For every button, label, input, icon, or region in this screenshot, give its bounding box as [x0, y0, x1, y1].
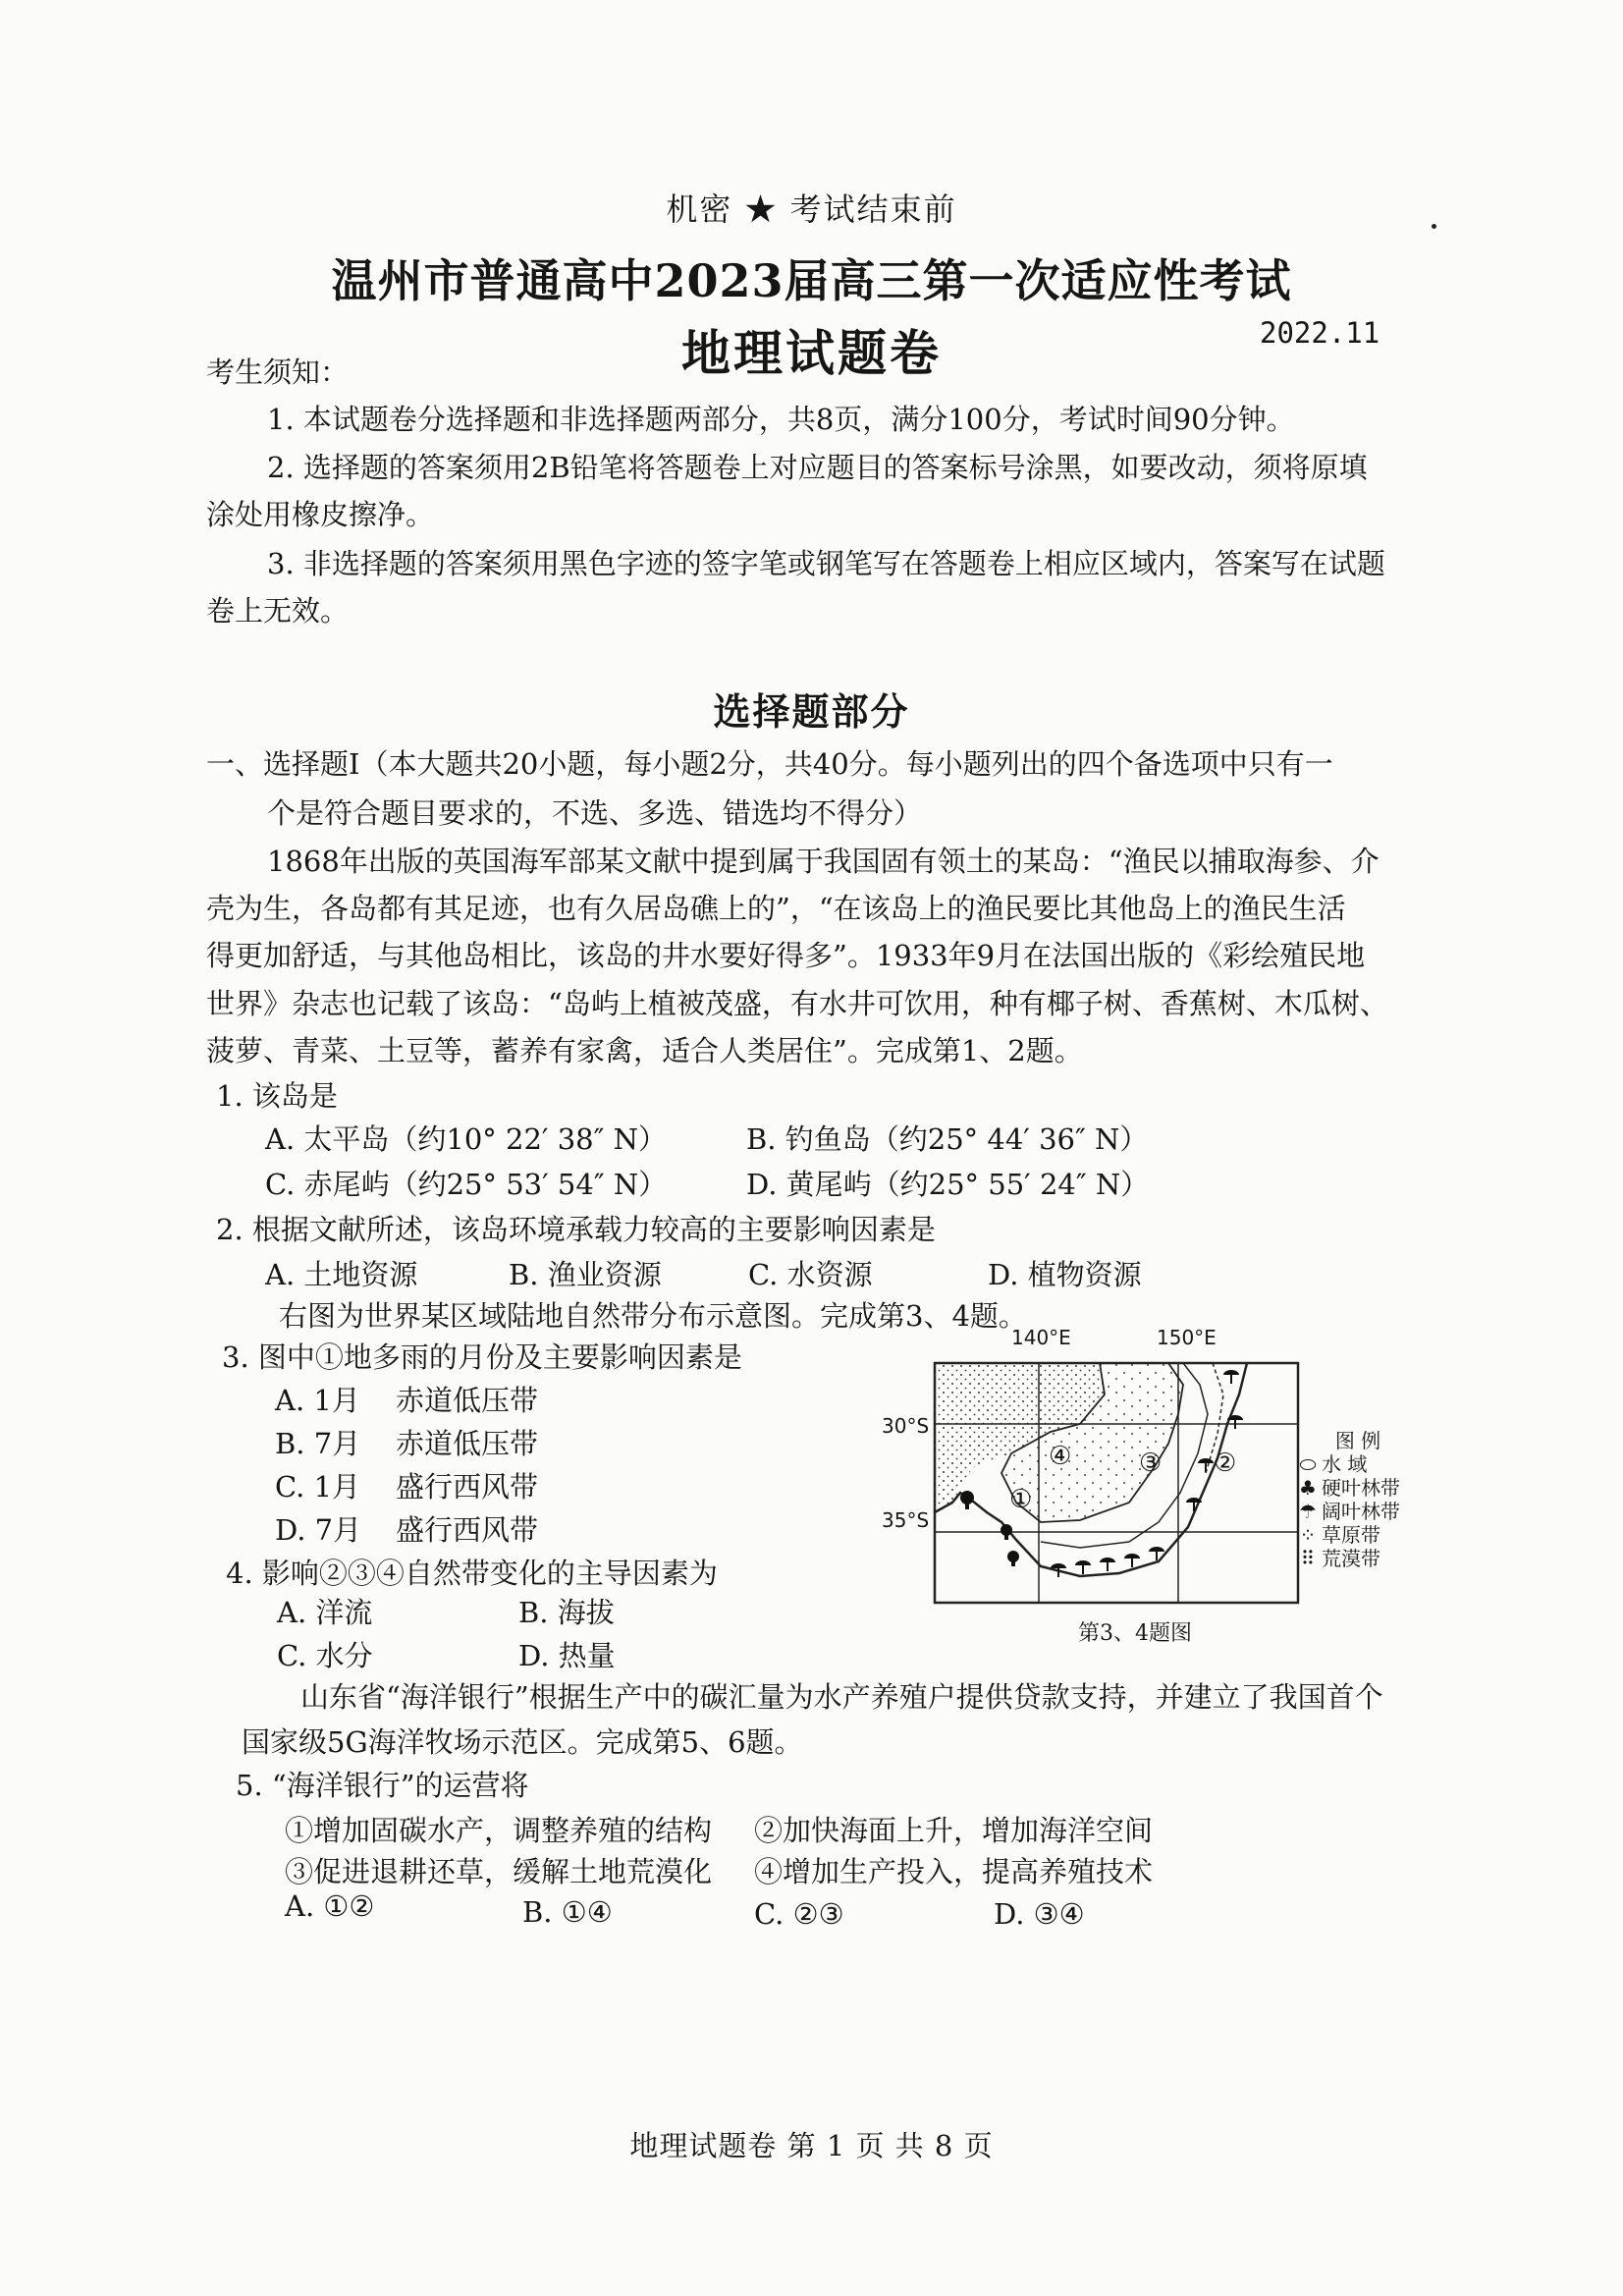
question-3-option-a-month: A. 1月: [275, 1384, 360, 1417]
question-3-option-b-factor: 赤道低压带: [396, 1427, 539, 1460]
section-title: 选择题部分: [713, 689, 910, 734]
notice-heading: 考生须知：: [206, 355, 350, 389]
zone-1-label: ①: [1009, 1485, 1033, 1514]
question-5-item: ①增加固碳水产，调整养殖的结构: [285, 1814, 713, 1847]
map-legend: [1294, 1429, 1422, 1570]
question-4-stem: 4. 影响②③④自然带变化的主导因素为: [226, 1557, 718, 1590]
question-1-option-b: B. 钓鱼岛（约25° 44′ 36″ N）: [746, 1122, 1149, 1156]
passage-line: 世界》杂志也记载了该岛：“岛屿上植被茂盛，有水井可饮用，种有椰子树、香蕉树、木瓜树、: [206, 987, 1388, 1020]
question-2-option-d: D. 植物资源: [988, 1258, 1142, 1291]
question-4-option-d: D. 热量: [518, 1639, 616, 1672]
passage-line: 菠萝、青菜、土豆等，蓄养有家禽，适合人类居住”。完成第1、2题。: [206, 1034, 1083, 1067]
question-5-item: ④增加生产投入，提高养殖技术: [754, 1855, 1154, 1888]
zone-4-label: ④: [1049, 1442, 1072, 1471]
passage-line: 国家级5G海洋牧场示范区。完成第5、6题。: [242, 1725, 803, 1759]
notice-line: 2. 选择题的答案须用2B铅笔将答题卷上对应题目的答案标号涂黑，如要改动，须将原填: [267, 451, 1368, 484]
question-3-option-b-month: B. 7月: [275, 1427, 361, 1460]
passage-line: 1868年出版的英国海军部某文献中提到属于我国固有领土的某岛：“渔民以捕取海参、介: [267, 845, 1380, 878]
broadleaf-tree-icon: ☂: [1299, 1500, 1317, 1523]
question-3-option-a-factor: 赤道低压带: [396, 1384, 539, 1417]
question-1-option-d: D. 黄尾屿（约25° 55′ 24″ N）: [746, 1168, 1150, 1201]
passage-line: 山东省“海洋银行”根据生产中的碳汇量为水产养殖户提供贷款支持，并建立了我国首个: [300, 1680, 1383, 1714]
page-footer: 地理试题卷 第 1 页 共 8 页: [629, 2129, 994, 2162]
question-2-option-a: A. 土地资源: [265, 1258, 418, 1291]
question-5-option-a: A. ①②: [285, 1889, 375, 1923]
notice-line: 3. 非选择题的答案须用黑色字迹的签字笔或钢笔写在答题卷上相应区域内，答案写在试题: [267, 547, 1385, 580]
question-3-option-c-factor: 盛行西风带: [396, 1470, 539, 1503]
question-1-option-a: A. 太平岛（约10° 22′ 38″ N）: [265, 1122, 668, 1156]
part1-instruction: 个是符合题目要求的，不选、多选、错选均不得分）: [267, 796, 923, 830]
grassland-icon: ⁘: [1299, 1523, 1317, 1547]
natural-zone-map: [933, 1355, 1306, 1611]
desert-icon: ⠿: [1300, 1547, 1316, 1570]
question-5-option-b: B. ①④: [522, 1895, 613, 1929]
question-1-stem: 1. 该岛是: [216, 1079, 338, 1113]
question-4-option-b: B. 海拔: [518, 1596, 615, 1629]
legend-item: 草原带: [1322, 1523, 1380, 1547]
question-2-option-b: B. 渔业资源: [509, 1258, 662, 1291]
question-4-option-c: C. 水分: [277, 1639, 373, 1672]
legend-item: 荒漠带: [1322, 1547, 1380, 1570]
question-3-option-d-month: D. 7月: [275, 1513, 362, 1547]
legend-item: 阔叶林带: [1322, 1500, 1400, 1523]
question-5-item: ③促进退耕还草，缓解土地荒漠化: [285, 1855, 713, 1888]
question-3-option-c-month: C. 1月: [275, 1470, 361, 1503]
exam-title: 温州市普通高中2023届高三第一次适应性考试: [331, 254, 1292, 307]
legend-item: 硬叶林带: [1322, 1476, 1400, 1500]
legend-item: 水 域: [1322, 1452, 1368, 1476]
intro-q3-q4: 右图为世界某区域陆地自然带分布示意图。完成第3、4题。: [279, 1299, 1027, 1333]
map-lon-label: 150°E: [1157, 1326, 1217, 1349]
part1-instruction: 一、选择题Ⅰ（本大题共20小题，每小题2分，共40分。每小题列出的四个备选项中只有一: [206, 747, 1333, 781]
zone-3-label: ③: [1139, 1449, 1163, 1478]
passage-line: 得更加舒适，与其他岛相比，该岛的井水要好得多”。1933年9月在法国出版的《彩绘殖民地: [206, 939, 1366, 972]
question-5-item: ②加快海面上升，增加海洋空间: [754, 1814, 1154, 1847]
confidential-label: 机密 ★ 考试结束前: [666, 191, 957, 228]
legend-title: 图 例: [1334, 1429, 1381, 1452]
notice-line: 1. 本试题卷分选择题和非选择题两部分，共8页，满分100分，考试时间90分钟。: [267, 403, 1295, 436]
question-4-option-a: A. 洋流: [277, 1596, 373, 1629]
question-2-stem: 2. 根据文献所述，该岛环境承载力较高的主要影响因素是: [216, 1213, 936, 1246]
exam-subtitle: 地理试题卷: [681, 324, 942, 382]
water-icon: ⬭: [1299, 1452, 1317, 1476]
sclerophyll-tree-icon: ♣: [1299, 1476, 1317, 1500]
map-lat-label: 30°S: [882, 1414, 930, 1438]
question-5-option-d: D. ③④: [994, 1897, 1085, 1931]
question-5-option-c: C. ②③: [754, 1897, 844, 1931]
notice-line: 涂处用橡皮擦净。: [206, 498, 435, 531]
question-2-option-c: C. 水资源: [748, 1258, 873, 1291]
question-1-option-c: C. 赤尾屿（约25° 53′ 54″ N）: [265, 1168, 668, 1201]
question-3-option-d-factor: 盛行西风带: [396, 1513, 539, 1547]
zone-2-label: ②: [1214, 1449, 1237, 1478]
exam-date: 2022.11: [1260, 316, 1380, 350]
map-lon-label: 140°E: [1011, 1326, 1071, 1349]
question-5-stem: 5. “海洋银行”的运营将: [236, 1769, 529, 1802]
map-lat-label: 35°S: [882, 1508, 930, 1532]
notice-line: 卷上无效。: [206, 594, 350, 628]
question-3-stem: 3. 图中①地多雨的月份及主要影响因素是: [222, 1340, 742, 1374]
passage-line: 壳为生，各岛都有其足迹，也有久居岛礁上的”，“在该岛上的渔民要比其他岛上的渔民生活: [206, 892, 1346, 925]
figure-caption: 第3、4题图: [1078, 1621, 1192, 1646]
